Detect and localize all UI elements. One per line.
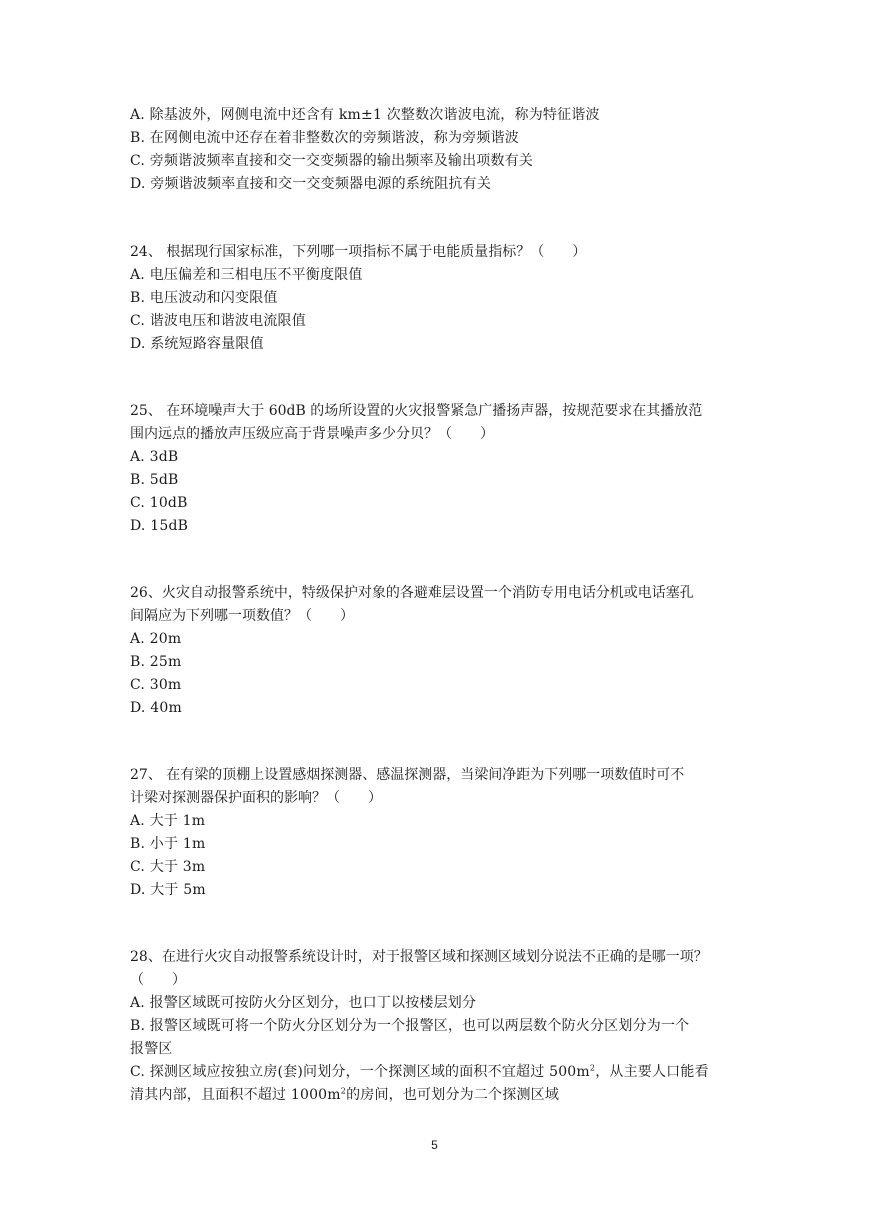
- q25-option-c: C. 10dB: [130, 495, 188, 511]
- q26-option-c: C. 30m: [130, 677, 182, 693]
- q26-option-b: B. 25m: [130, 654, 182, 670]
- q28-option-c-text-a: C. 探测区域应按独立房(套)问划分，一个探测区域的面积不宜超过 500m: [130, 1064, 590, 1080]
- q27-option-c: C. 大于 3m: [130, 859, 206, 875]
- page-number: 5: [431, 1138, 438, 1152]
- q28-option-c-text-b: ，从主要人口能看: [595, 1064, 709, 1080]
- q24-stem: 24、 根据现行国家标准，下列哪一项指标不属于电能质量指标？（ ）: [130, 244, 587, 260]
- q25-option-a: A. 3dB: [130, 449, 179, 465]
- prev-option-c: C. 旁频谐波频率直接和交一交变频器的输出频率及输出项数有关: [130, 153, 534, 169]
- q27-option-a: A. 大于 1m: [130, 813, 206, 829]
- superscript-2: 2: [340, 1086, 347, 1096]
- prev-option-d: D. 旁频谐波频率直接和交一交变频器电源的系统阻抗有关: [130, 176, 492, 192]
- q27-option-d: D. 大于 5m: [130, 882, 206, 898]
- q27-stem-line2: 计梁对探测器保护面积的影响？（ ）: [130, 790, 382, 806]
- q26-option-d: D. 40m: [130, 700, 182, 716]
- q27-option-b: B. 小于 1m: [130, 836, 206, 852]
- q28-option-c-line1: [130, 1063, 750, 1081]
- prev-option-b: B. 在网侧电流中还存在着非整数次的旁频谐波，称为旁频谐波: [130, 130, 519, 146]
- superscript-2: 2: [589, 1063, 596, 1073]
- q28-stem-line1: 28、在进行火灾自动报警系统设计时，对于报警区域和探测区域划分说法不正确的是哪一项？: [130, 949, 708, 965]
- q28-option-a: A. 报警区域既可按防火分区划分，也口丁以按楼层划分: [130, 995, 477, 1011]
- q26-stem-line1: 26、火灾自动报警系统中，特级保护对象的各避难层设置一个消防专用电话分机或电话塞孔: [130, 585, 694, 601]
- prev-option-a: A. 除基波外，网侧电流中还含有 km±1 次整数次谐波电流，称为特征谐波: [130, 107, 600, 123]
- q25-option-d: D. 15dB: [130, 518, 189, 534]
- q24-option-c: C. 谐波电压和谐波电流限值: [130, 313, 306, 329]
- q28-stem-line2: （ ）: [130, 972, 186, 988]
- q25-stem-line1: 25、 在环境噪声大于 60dB 的场所设置的火灾报警紧急广播扬声器，按规范要求在其播放范: [130, 403, 703, 419]
- q28-option-c2-text-b: 的房间，也可划分为二个探测区域: [346, 1087, 560, 1103]
- q25-stem-line2: 围内远点的播放声压级应高于背景噪声多少分贝？（ ）: [130, 426, 494, 442]
- q24-option-b: B. 电压波动和闪变限值: [130, 290, 278, 306]
- q28-option-b-line2: 报警区: [130, 1041, 173, 1057]
- q25-option-b: B. 5dB: [130, 472, 179, 488]
- q26-option-a: A. 20m: [130, 631, 182, 647]
- q28-option-b-line1: B. 报警区域既可将一个防火分区划分为一个报警区，也可以两层数个防火分区划分为一个: [130, 1018, 690, 1034]
- q24-option-a: A. 电压偏差和三相电压不平衡度限值: [130, 267, 363, 283]
- q28-option-c-line2: [130, 1086, 750, 1104]
- q26-stem-line2: 间隔应为下列哪一项数值？（ ）: [130, 608, 354, 624]
- q28-option-c2-text-a: 清其内部，且面积不超过 1000m: [130, 1087, 341, 1103]
- q27-stem-line1: 27、 在有梁的顶棚上设置感烟探测器、感温探测器，当梁间净距为下列哪一项数值时可不: [130, 767, 685, 783]
- q24-option-d: D. 系统短路容量限值: [130, 336, 264, 352]
